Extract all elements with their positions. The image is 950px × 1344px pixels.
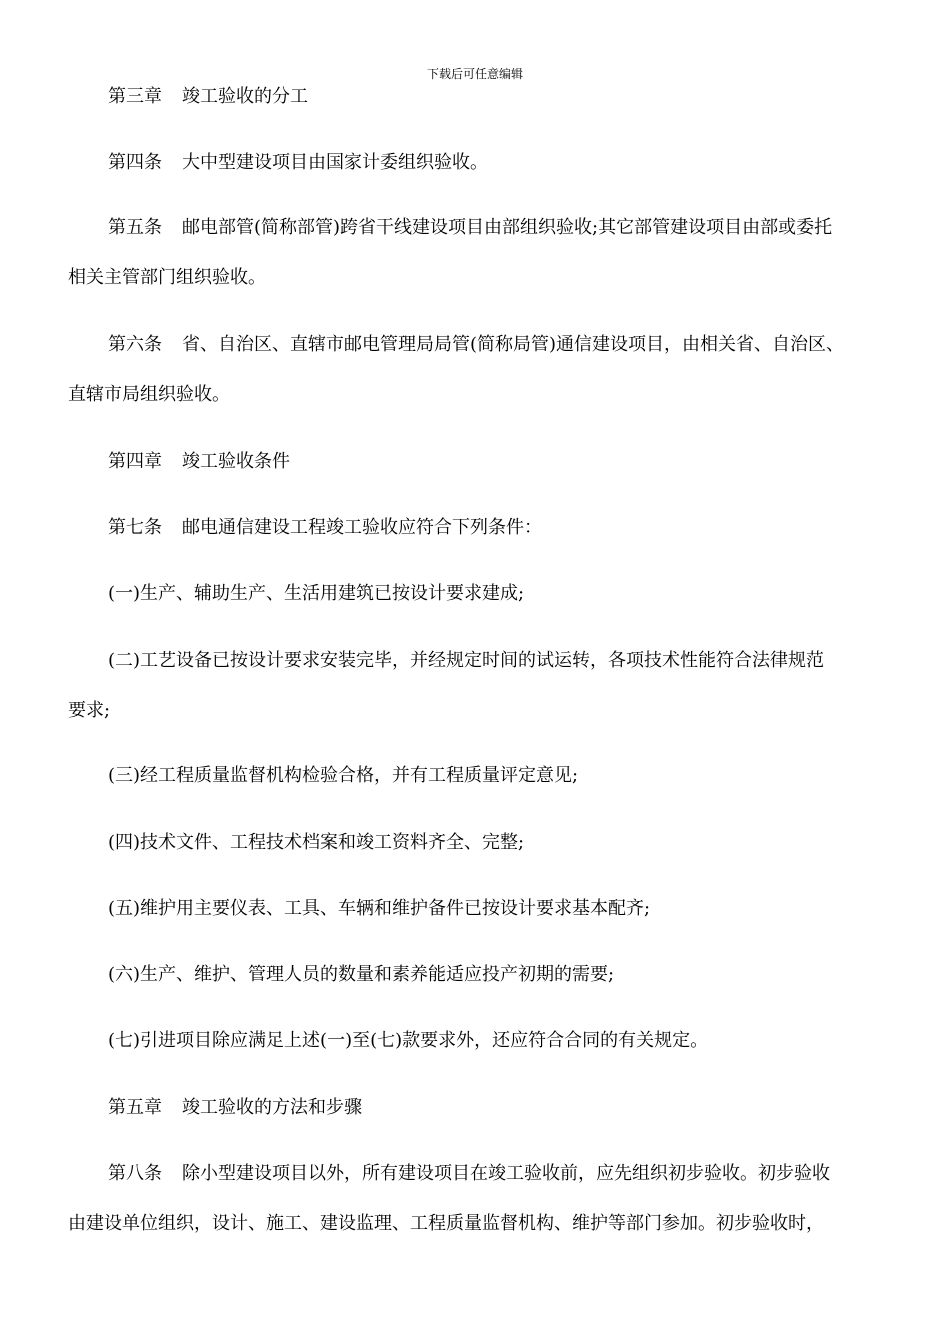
- condition-4: (四)技术文件、工程技术档案和竣工资料齐全、完整;: [108, 832, 525, 853]
- condition-5: (五)维护用主要仪表、工具、车辆和维护备件已按设计要求基本配齐;: [108, 898, 651, 919]
- condition-7: (七)引进项目除应满足上述(一)至(七)款要求外，还应符合合同的有关规定。: [108, 1030, 709, 1051]
- condition-2-line-1: (二)工艺设备已按设计要求安装完毕，并经规定时间的试运转，各项技术性能符合法律规范: [108, 650, 825, 671]
- condition-1: (一)生产、辅助生产、生活用建筑已按设计要求建成;: [108, 583, 525, 604]
- article-8-line-1: 第八条 除小型建设项目以外，所有建设项目在竣工验收前，应先组织初步验收。初步验收: [108, 1163, 830, 1184]
- chapter-3-heading: 第三章 竣工验收的分工: [108, 86, 308, 107]
- condition-6: (六)生产、维护、管理人员的数量和素养能适应投产初期的需要;: [108, 964, 615, 985]
- article-8-line-2: 由建设单位组织，设计、施工、建设监理、工程质量监督机构、维护等部门参加。初步验收时，: [68, 1213, 824, 1234]
- article-4: 第四条 大中型建设项目由国家计委组织验收。: [108, 152, 488, 173]
- article-6-line-2: 直辖市局组织验收。: [68, 384, 230, 405]
- chapter-4-heading: 第四章 竣工验收条件: [108, 451, 290, 472]
- article-5-line-1: 第五条 邮电部管(简称部管)跨省干线建设项目由部组织验收;其它部管建设项目由部或委托: [108, 217, 833, 238]
- article-7: 第七条 邮电通信建设工程竣工验收应符合下列条件：: [108, 517, 542, 538]
- chapter-5-heading: 第五章 竣工验收的方法和步骤: [108, 1097, 362, 1118]
- article-5-line-2: 相关主管部门组织验收。: [68, 267, 266, 288]
- page-header: 下载后可任意编辑: [426, 67, 523, 81]
- article-6-line-1: 第六条 省、自治区、直辖市邮电管理局局管(简称局管)通信建设项目，由相关省、自治区、: [108, 334, 845, 355]
- condition-2-line-2: 要求;: [68, 700, 111, 721]
- condition-3: (三)经工程质量监督机构检验合格，并有工程质量评定意见;: [108, 765, 579, 786]
